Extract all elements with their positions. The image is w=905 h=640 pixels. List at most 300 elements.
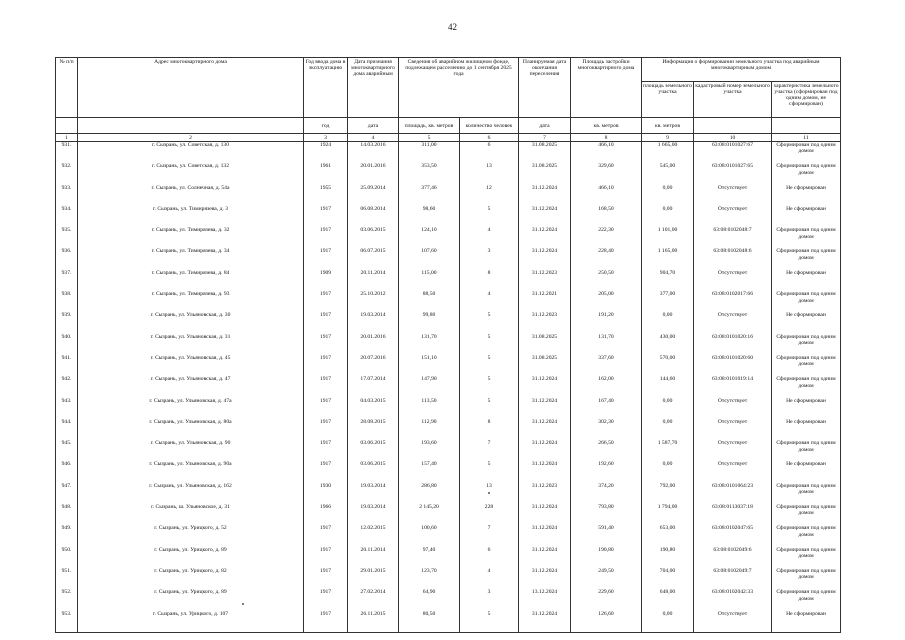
row-recognition-date: 27.02.2014 bbox=[348, 589, 399, 610]
row-planned-date: 31.12.2024 bbox=[519, 398, 571, 419]
row-number: 948. bbox=[56, 504, 78, 525]
row-land-area: 1 165,00 bbox=[642, 248, 694, 269]
row-cadastral-number: Отсутствует bbox=[694, 270, 772, 291]
row-address: г. Сызрань, ул. Урицкого, д. 89 bbox=[78, 547, 304, 568]
header-housing-info: Сведения об аварийном жилищном фонде, подлежащем расселению до 1 сентября 2025 года bbox=[399, 58, 519, 118]
header-characteristic: характеристика земельного участка (сформирован под одним домом, не сформирован) bbox=[772, 82, 841, 118]
unit-date: дата bbox=[348, 118, 399, 134]
row-cadastral-number: 63:08:0102049:7 bbox=[694, 568, 772, 589]
row-recognition-date: 25.10.2012 bbox=[348, 291, 399, 312]
row-area: 147,90 bbox=[399, 376, 460, 397]
row-land-status: Сформирован под одним домом bbox=[772, 589, 841, 610]
row-land-status: Сформирован под одним домом bbox=[772, 355, 841, 376]
header-address: Адрес многоквартирного дома bbox=[78, 58, 304, 118]
row-people-count: 6 bbox=[460, 142, 519, 164]
row-people-count: 3 bbox=[460, 248, 519, 269]
row-recognition-date: 20.07.2016 bbox=[348, 355, 399, 376]
row-recognition-date: 17.07.2014 bbox=[348, 376, 399, 397]
row-recognition-date: 06.08.2014 bbox=[348, 206, 399, 227]
row-recognition-date: 26.11.2015 bbox=[348, 611, 399, 633]
row-people-count: 5 bbox=[460, 355, 519, 376]
row-year: 1917 bbox=[304, 227, 348, 248]
row-number: 951. bbox=[56, 568, 78, 589]
header-year: Год ввода дома в эксплуатацию bbox=[304, 58, 348, 118]
row-recognition-date: 20.01.2016 bbox=[348, 163, 399, 184]
column-number: 9 bbox=[642, 134, 694, 142]
row-address: г. Сызрань, ш. Ульяновское, д. 31 bbox=[78, 504, 304, 525]
header-built-area: Площадь застройки многоквартирного дома bbox=[571, 58, 642, 118]
column-number: 8 bbox=[571, 134, 642, 142]
table-row bbox=[56, 504, 841, 525]
row-land-status: Сформирован под одним домом bbox=[772, 227, 841, 248]
row-area: 124,10 bbox=[399, 227, 460, 248]
row-number: 952. bbox=[56, 589, 78, 610]
row-people-count: 5 bbox=[460, 334, 519, 355]
row-address: г. Сызрань, ул. Тимирязева, д. 93 bbox=[78, 291, 304, 312]
row-land-status: Сформирован под одним домом bbox=[772, 525, 841, 546]
unit-characteristic bbox=[772, 118, 841, 134]
row-land-status: Сформирован под одним домом bbox=[772, 547, 841, 568]
table-row bbox=[56, 376, 841, 397]
row-land-status: Сформирован под одним домом bbox=[772, 334, 841, 355]
column-number: 6 bbox=[460, 134, 519, 142]
table-row bbox=[56, 589, 841, 610]
row-planned-date: 31.12.2024 bbox=[519, 227, 571, 248]
row-land-area: 904,70 bbox=[642, 270, 694, 291]
row-planned-date: 31.12.2023 bbox=[519, 270, 571, 291]
row-cadastral-number: Отсутствует bbox=[694, 312, 772, 333]
row-land-status: Сформирован под одним домом bbox=[772, 376, 841, 397]
row-planned-date: 31.12.2021 bbox=[519, 291, 571, 312]
row-year: 1917 bbox=[304, 355, 348, 376]
row-land-area: 144,60 bbox=[642, 376, 694, 397]
row-people-count: 5 bbox=[460, 398, 519, 419]
row-address: г. Сызрань, ул. Тимирязева, д. 84 bbox=[78, 270, 304, 291]
row-number: 953. bbox=[56, 611, 78, 633]
row-recognition-date: 19.03.2014 bbox=[348, 504, 399, 525]
row-recognition-date: 29.01.2015 bbox=[348, 568, 399, 589]
row-people-count: 228 bbox=[460, 504, 519, 525]
row-planned-date: 31.12.2024 bbox=[519, 206, 571, 227]
row-number: 947. bbox=[56, 483, 78, 504]
row-address: г. Сызрань, ул. Ульяновская, д. 47а bbox=[78, 398, 304, 419]
table-row bbox=[56, 291, 841, 312]
table-row bbox=[56, 312, 841, 333]
row-land-status: Сформирован под одним домом bbox=[772, 504, 841, 525]
row-number: 935. bbox=[56, 227, 78, 248]
row-land-area: 430,00 bbox=[642, 334, 694, 355]
row-people-count: 7 bbox=[460, 440, 519, 461]
row-built-area: 162,00 bbox=[571, 376, 642, 397]
row-area: 100,60 bbox=[399, 525, 460, 546]
row-year: 1961 bbox=[304, 163, 348, 184]
unit-address bbox=[78, 118, 304, 134]
row-address: г. Сызрань, ул. Солнечная, д. 54а bbox=[78, 185, 304, 206]
row-cadastral-number: Отсутствует bbox=[694, 206, 772, 227]
row-planned-date: 31.12.2024 bbox=[519, 611, 571, 633]
row-planned-date: 31.12.2024 bbox=[519, 547, 571, 568]
row-recognition-date: 28.08.2015 bbox=[348, 419, 399, 440]
row-land-area: 0,00 bbox=[642, 419, 694, 440]
row-address: г. Сызрань, ул. Тимирязева, д. 34 bbox=[78, 248, 304, 269]
row-area: 107,60 bbox=[399, 248, 460, 269]
row-address: г. Сызрань, ул. Ульяновская, д. 90а bbox=[78, 461, 304, 482]
row-year: 1917 bbox=[304, 547, 348, 568]
row-planned-date: 13.12.2024 bbox=[519, 589, 571, 610]
row-year: 1917 bbox=[304, 312, 348, 333]
row-area: 123,70 bbox=[399, 568, 460, 589]
row-planned-date: 31.12.2024 bbox=[519, 461, 571, 482]
row-land-status: Не сформирован bbox=[772, 270, 841, 291]
table-row bbox=[56, 611, 841, 633]
row-land-area: 792,00 bbox=[642, 483, 694, 504]
row-area: 98,60 bbox=[399, 206, 460, 227]
page-number: 42 bbox=[448, 22, 457, 32]
table-body bbox=[56, 142, 841, 633]
row-built-area: 126,60 bbox=[571, 611, 642, 633]
row-land-area: 653,00 bbox=[642, 525, 694, 546]
row-address: г. Сызрань, ул. Советская, д. 130 bbox=[78, 142, 304, 164]
row-area: 377,46 bbox=[399, 185, 460, 206]
row-number: 934. bbox=[56, 206, 78, 227]
row-area: 113,50 bbox=[399, 398, 460, 419]
row-people-count: 5 bbox=[460, 611, 519, 633]
row-cadastral-number: 63:08:0101020:16 bbox=[694, 334, 772, 355]
table-row bbox=[56, 461, 841, 482]
table-row bbox=[56, 419, 841, 440]
row-land-area: 648,00 bbox=[642, 589, 694, 610]
row-built-area: 266,50 bbox=[571, 440, 642, 461]
row-land-status: Не сформирован bbox=[772, 398, 841, 419]
row-people-count: 6 bbox=[460, 547, 519, 568]
row-address: г. Сызрань, ул. Ульяновская, д. 30 bbox=[78, 312, 304, 333]
row-address: г. Сызрань, ул. Урицкого, д. 52 bbox=[78, 525, 304, 546]
row-number: 937. bbox=[56, 270, 78, 291]
row-built-area: 793,80 bbox=[571, 504, 642, 525]
column-number: 5 bbox=[399, 134, 460, 142]
row-built-area: 205,00 bbox=[571, 291, 642, 312]
row-people-count: 13 bbox=[460, 163, 519, 184]
row-people-count: 5 bbox=[460, 206, 519, 227]
row-land-status: Сформирован под одним домом bbox=[772, 568, 841, 589]
row-area: 115,00 bbox=[399, 270, 460, 291]
row-planned-date: 31.12.2023 bbox=[519, 312, 571, 333]
row-recognition-date: 14.03.2016 bbox=[348, 142, 399, 164]
row-cadastral-number: Отсутствует bbox=[694, 398, 772, 419]
row-land-status: Не сформирован bbox=[772, 206, 841, 227]
column-number: 3 bbox=[304, 134, 348, 142]
row-number: 931. bbox=[56, 142, 78, 164]
table-row bbox=[56, 163, 841, 184]
row-address: г. Сызрань, ул. Урицкого, д. 82 bbox=[78, 568, 304, 589]
row-number: 938. bbox=[56, 291, 78, 312]
row-land-status: Сформирован под одним домом bbox=[772, 291, 841, 312]
column-number: 11 bbox=[772, 134, 841, 142]
header-cadastral: кадастровый номер земельного участка bbox=[694, 82, 772, 118]
row-cadastral-number: 63:08:0102049:6 bbox=[694, 547, 772, 568]
row-area: 80,50 bbox=[399, 611, 460, 633]
row-area: 2 145,20 bbox=[399, 504, 460, 525]
row-year: 1917 bbox=[304, 398, 348, 419]
row-land-area: 0,00 bbox=[642, 611, 694, 633]
row-cadastral-number: 63:08:0113037:18 bbox=[694, 504, 772, 525]
row-address: г. Сызрань, ул. Ульяновская, д. 31 bbox=[78, 334, 304, 355]
emergency-housing-table bbox=[55, 57, 841, 633]
table-row bbox=[56, 206, 841, 227]
row-land-status: Не сформирован bbox=[772, 611, 841, 633]
row-built-area: 228,40 bbox=[571, 248, 642, 269]
row-cadastral-number: Отсутствует bbox=[694, 185, 772, 206]
row-year: 1917 bbox=[304, 611, 348, 633]
row-cadastral-number: 63:08:0102042:33 bbox=[694, 589, 772, 610]
row-year: 1917 bbox=[304, 248, 348, 269]
row-land-area: 377,00 bbox=[642, 291, 694, 312]
row-planned-date: 31.12.2024 bbox=[519, 525, 571, 546]
row-area: 97,40 bbox=[399, 547, 460, 568]
row-number: 943. bbox=[56, 398, 78, 419]
row-cadastral-number: 63:08:0102047:65 bbox=[694, 525, 772, 546]
row-cadastral-number: 63:08:0102048:6 bbox=[694, 248, 772, 269]
row-number: 949. bbox=[56, 525, 78, 546]
row-built-area: 168,50 bbox=[571, 206, 642, 227]
unit-no bbox=[56, 118, 78, 134]
table-row bbox=[56, 355, 841, 376]
row-built-area: 191,20 bbox=[571, 312, 642, 333]
row-land-status: Сформирован под одним домом bbox=[772, 483, 841, 504]
row-number: 945. bbox=[56, 440, 78, 461]
row-year: 1917 bbox=[304, 525, 348, 546]
row-recognition-date: 06.07.2015 bbox=[348, 248, 399, 269]
table-row bbox=[56, 142, 841, 164]
row-built-area: 249,50 bbox=[571, 568, 642, 589]
unit-count: количество человек bbox=[460, 118, 519, 134]
row-recognition-date: 20.11.2014 bbox=[348, 547, 399, 568]
row-cadastral-number: 63:08:0101027:67 bbox=[694, 142, 772, 164]
row-cadastral-number: Отсутствует bbox=[694, 440, 772, 461]
row-year: 1917 bbox=[304, 589, 348, 610]
unit-built: кв. метров bbox=[571, 118, 642, 134]
row-people-count: 5 bbox=[460, 376, 519, 397]
scan-speck bbox=[488, 492, 490, 494]
column-number: 2 bbox=[78, 134, 304, 142]
row-number: 932. bbox=[56, 163, 78, 184]
table-row bbox=[56, 334, 841, 355]
row-area: 151,10 bbox=[399, 355, 460, 376]
row-cadastral-number: 63:08:0101020:60 bbox=[694, 355, 772, 376]
row-people-count: 4 bbox=[460, 227, 519, 248]
row-cadastral-number: Отсутствует bbox=[694, 611, 772, 633]
row-recognition-date: 12.02.2015 bbox=[348, 525, 399, 546]
column-number: 1 bbox=[56, 134, 78, 142]
row-recognition-date: 20.01.2016 bbox=[348, 334, 399, 355]
row-number: 946. bbox=[56, 461, 78, 482]
row-year: 1917 bbox=[304, 376, 348, 397]
row-people-count: 8 bbox=[460, 270, 519, 291]
table-row bbox=[56, 525, 841, 546]
row-planned-date: 31.12.2023 bbox=[519, 483, 571, 504]
row-land-status: Сформирован под одним домом bbox=[772, 163, 841, 184]
row-land-status: Не сформирован bbox=[772, 419, 841, 440]
row-year: 1909 bbox=[304, 270, 348, 291]
row-built-area: 466,10 bbox=[571, 142, 642, 164]
table-row bbox=[56, 248, 841, 269]
row-recognition-date: 03.06.2015 bbox=[348, 227, 399, 248]
row-land-status: Не сформирован bbox=[772, 312, 841, 333]
table-row bbox=[56, 227, 841, 248]
header-land-area: площадь земельного участка bbox=[642, 82, 694, 118]
row-area: 131,70 bbox=[399, 334, 460, 355]
row-area: 193,60 bbox=[399, 440, 460, 461]
row-planned-date: 31.12.2024 bbox=[519, 440, 571, 461]
row-built-area: 229,60 bbox=[571, 589, 642, 610]
row-built-area: 192,60 bbox=[571, 461, 642, 482]
row-year: 1917 bbox=[304, 440, 348, 461]
row-address: г. Сызрань, ул. Ульяновская, д. 45 bbox=[78, 355, 304, 376]
row-number: 941. bbox=[56, 355, 78, 376]
row-land-area: 190,80 bbox=[642, 547, 694, 568]
row-number: 933. bbox=[56, 185, 78, 206]
row-area: 99,80 bbox=[399, 312, 460, 333]
row-cadastral-number: 63:08:0102048:7 bbox=[694, 227, 772, 248]
row-built-area: 222,30 bbox=[571, 227, 642, 248]
row-land-area: 0,00 bbox=[642, 312, 694, 333]
row-land-status: Сформирован под одним домом bbox=[772, 248, 841, 269]
row-recognition-date: 03.06.2015 bbox=[348, 440, 399, 461]
header-recognition-date: Дата признания многоквартирного дома аварийным bbox=[348, 58, 399, 118]
row-planned-date: 31.08.2025 bbox=[519, 142, 571, 164]
column-number: 4 bbox=[348, 134, 399, 142]
row-built-area: 167,40 bbox=[571, 398, 642, 419]
row-year: 1930 bbox=[304, 483, 348, 504]
row-planned-date: 31.08.2025 bbox=[519, 355, 571, 376]
unit-land: кв. метров bbox=[642, 118, 694, 134]
unit-planned: дата bbox=[519, 118, 571, 134]
row-address: г. Сызрань, ул. Советская, д. 132 bbox=[78, 163, 304, 184]
row-cadastral-number: 63:08:0101027:65 bbox=[694, 163, 772, 184]
row-number: 940. bbox=[56, 334, 78, 355]
row-built-area: 302,30 bbox=[571, 419, 642, 440]
row-cadastral-number: Отсутствует bbox=[694, 461, 772, 482]
table-row bbox=[56, 547, 841, 568]
row-recognition-date: 25.09.2014 bbox=[348, 185, 399, 206]
row-land-area: 570,00 bbox=[642, 355, 694, 376]
row-year: 1917 bbox=[304, 334, 348, 355]
column-number: 10 bbox=[694, 134, 772, 142]
row-cadastral-number: Отсутствует bbox=[694, 419, 772, 440]
header-planned-date: Планируемая дата окончания переселения bbox=[519, 58, 571, 118]
row-land-status: Сформирован под одним домом bbox=[772, 440, 841, 461]
row-people-count: 4 bbox=[460, 568, 519, 589]
row-land-area: 0,00 bbox=[642, 185, 694, 206]
row-built-area: 190,80 bbox=[571, 547, 642, 568]
row-people-count: 4 bbox=[460, 291, 519, 312]
row-number: 939. bbox=[56, 312, 78, 333]
row-recognition-date: 19.03.2014 bbox=[348, 312, 399, 333]
row-built-area: 250,50 bbox=[571, 270, 642, 291]
row-area: 64,90 bbox=[399, 589, 460, 610]
row-built-area: 337,60 bbox=[571, 355, 642, 376]
table-row bbox=[56, 440, 841, 461]
row-land-status: Сформирован под одним домом bbox=[772, 142, 841, 164]
row-land-area: 1 665,00 bbox=[642, 142, 694, 164]
row-address: г. Сызрань, ул. Тимирязева, д. 32 bbox=[78, 227, 304, 248]
row-area: 353,50 bbox=[399, 163, 460, 184]
row-number: 936. bbox=[56, 248, 78, 269]
table-row bbox=[56, 398, 841, 419]
row-address: г. Сызрань, ул. Ульяновская, д. 90 bbox=[78, 440, 304, 461]
row-year: 1917 bbox=[304, 461, 348, 482]
row-planned-date: 31.12.2024 bbox=[519, 185, 571, 206]
row-address: г. Сызрань, ул. Тимирязева, д. 3 bbox=[78, 206, 304, 227]
row-cadastral-number: 63:08:0101064:23 bbox=[694, 483, 772, 504]
row-year: 1924 bbox=[304, 142, 348, 164]
table-row bbox=[56, 270, 841, 291]
row-built-area: 466,10 bbox=[571, 185, 642, 206]
row-year: 1917 bbox=[304, 419, 348, 440]
table-header bbox=[56, 58, 841, 142]
row-year: 1917 bbox=[304, 291, 348, 312]
row-address: г. Сызрань, ул. Урицкого, д. 89 bbox=[78, 589, 304, 610]
table-row bbox=[56, 568, 841, 589]
unit-cadastral bbox=[694, 118, 772, 134]
row-land-status: Не сформирован bbox=[772, 461, 841, 482]
header-land-info: Информация о формировании земельного участка под аварийным многоквартирным домом bbox=[642, 58, 841, 82]
row-planned-date: 31.12.2024 bbox=[519, 419, 571, 440]
row-built-area: 329,60 bbox=[571, 163, 642, 184]
row-year: 1955 bbox=[304, 185, 348, 206]
row-recognition-date: 03.06.2015 bbox=[348, 461, 399, 482]
row-recognition-date: 04.03.2015 bbox=[348, 398, 399, 419]
row-planned-date: 31.12.2024 bbox=[519, 376, 571, 397]
row-people-count: 5 bbox=[460, 461, 519, 482]
unit-area: площадь, кв. метров bbox=[399, 118, 460, 134]
row-area: 112,90 bbox=[399, 419, 460, 440]
row-recognition-date: 20.11.2014 bbox=[348, 270, 399, 291]
table-row bbox=[56, 483, 841, 504]
row-area: 286,80 bbox=[399, 483, 460, 504]
row-people-count: 8 bbox=[460, 419, 519, 440]
scan-speck bbox=[242, 603, 244, 605]
row-planned-date: 31.08.2025 bbox=[519, 334, 571, 355]
row-people-count: 13 bbox=[460, 483, 519, 504]
row-people-count: 7 bbox=[460, 525, 519, 546]
row-planned-date: 31.12.2024 bbox=[519, 504, 571, 525]
row-built-area: 131,70 bbox=[571, 334, 642, 355]
row-land-area: 545,00 bbox=[642, 163, 694, 184]
row-cadastral-number: 63:08:0101019:14 bbox=[694, 376, 772, 397]
row-address: г. Сызрань, ул. Ульяновская, д. 47 bbox=[78, 376, 304, 397]
row-year: 1966 bbox=[304, 504, 348, 525]
row-people-count: 12 bbox=[460, 185, 519, 206]
row-address: г. Сызрань, ул. Ульяновская, д. 80а bbox=[78, 419, 304, 440]
table-row bbox=[56, 185, 841, 206]
row-land-status: Не сформирован bbox=[772, 185, 841, 206]
row-land-area: 1 794,00 bbox=[642, 504, 694, 525]
row-people-count: 5 bbox=[460, 312, 519, 333]
row-area: 311,00 bbox=[399, 142, 460, 164]
row-planned-date: 31.08.2025 bbox=[519, 163, 571, 184]
row-cadastral-number: 63:08:0102017:66 bbox=[694, 291, 772, 312]
row-address: г. Сызрань, ул. Урицкого, д. 107 bbox=[78, 611, 304, 633]
column-number: 7 bbox=[519, 134, 571, 142]
row-number: 950. bbox=[56, 547, 78, 568]
row-planned-date: 31.12.2024 bbox=[519, 248, 571, 269]
row-planned-date: 31.12.2024 bbox=[519, 568, 571, 589]
row-land-area: 1 101,00 bbox=[642, 227, 694, 248]
row-area: 157,40 bbox=[399, 461, 460, 482]
row-people-count: 3 bbox=[460, 589, 519, 610]
row-land-area: 0,00 bbox=[642, 461, 694, 482]
